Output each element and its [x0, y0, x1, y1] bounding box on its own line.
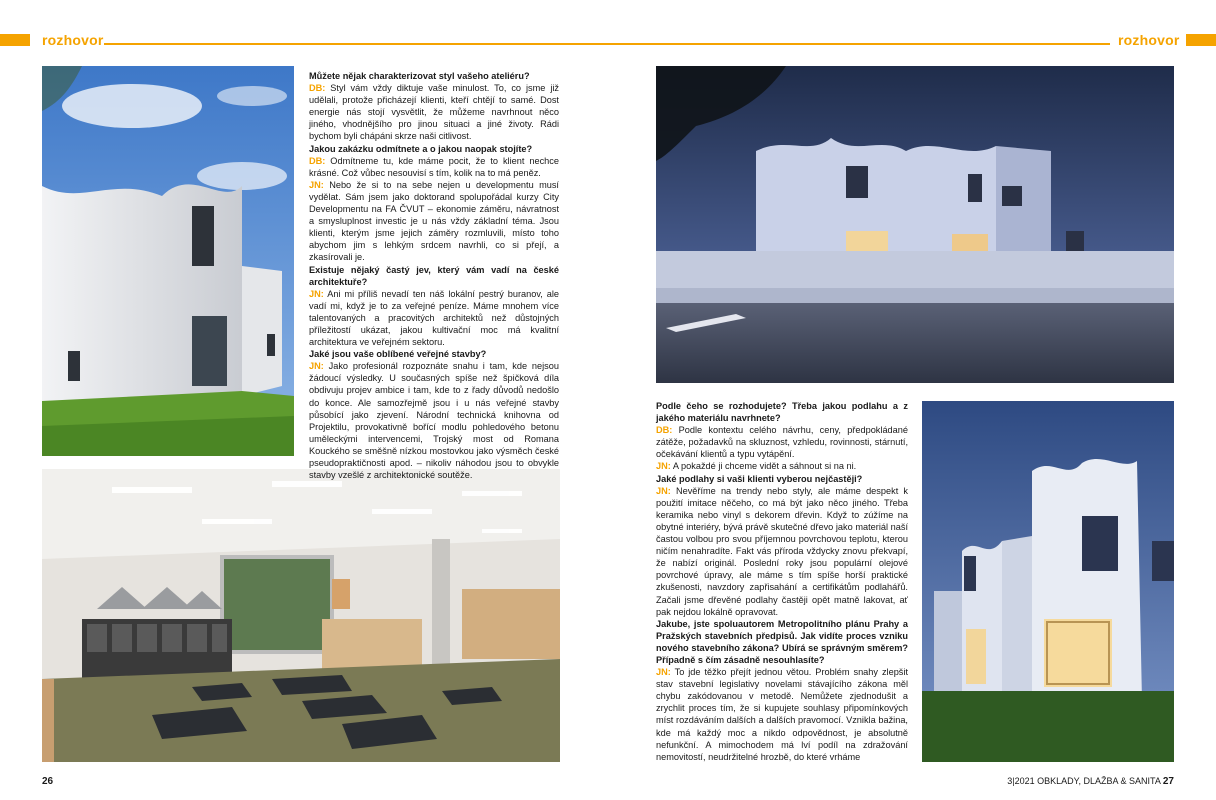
header-accent-block-right — [1186, 34, 1216, 46]
qa-block-7 — [656, 618, 908, 763]
house-dusk-illustration — [656, 66, 1174, 383]
answer-text: To jde těžko přejít jednou větou. Problém snahy zlepšit stav stavební legislativy novelami stávajícího zákona měl chybu zakódovanou v metodě. Nemůžete zjednodušit a zrychlit proces tím, že si kupujete souhlasy připomínkových míst rozdáváním dalších a dalších pravomocí. Vznikla bažina, kde má každý moc a nikdo odpovědnost, je absolutně nefunkční. A mimochodem má lví podíl na zdražování nemovitostí, neudržitelné hrozbě, do které vrháme — [656, 667, 908, 762]
speaker-initials: JN: — [656, 485, 671, 496]
question: Jakou zakázku odmítnete a o jakou naopak stojíte? — [309, 143, 533, 154]
answer-text: Jako profesionál rozpoznáte snahu i tam, kde nejsou žádoucí výsledky. U současných spíše než špičková díla obdivuju projev ambice i tam, kde to z řady důvodů nedošlo do konce. Ale samozřejmě jsou i u nás veřejné stavby působící jako zjevení. Národní technická knihovna od Projektilu, provokativně bořící modlu pohledového betonu uměleckými intervencemi, Trojský most od Romana Kouckého se směšně nízkou mostovkou jako výsměch české pseudopraktičnosti apod. – nikoliv náhodou jsou to obvykle stavby vzešlé z architektonické soutěže. — [309, 361, 559, 481]
photo-interior-classroom — [42, 469, 560, 762]
photo-house-dusk — [656, 66, 1174, 383]
footer-right — [1007, 776, 1174, 787]
qa-block-4 — [309, 348, 559, 481]
question: Podle čeho se rozhodujete? Třeba jakou podlahu a z jakého materiálu navrhnete? — [656, 401, 908, 424]
qa-block-3 — [309, 264, 559, 349]
interview-column-right — [656, 400, 908, 763]
speaker-initials: JN: — [309, 361, 324, 372]
answer-text: Ani mi příliš nevadí ten náš lokální pestrý buranov, ale vadí mi, když je to za veřejné peníze. Máme mnohem více talentovaných a pracovitých architektů než důstojných příležitostí ukázat, jakou kultivační moc má kvalitní architektura ve veřejném sektoru. — [309, 288, 559, 348]
question: Jaké podlahy si vaši klienti vyberou nejčastěji? — [656, 473, 863, 484]
speaker-initials: DB: — [309, 83, 326, 94]
header-rule — [104, 43, 1110, 45]
speaker-initials: JN: — [656, 667, 671, 678]
answer — [309, 179, 559, 264]
qa-block-5 — [656, 400, 908, 473]
photo-house-tower-dusk — [922, 401, 1174, 762]
header-accent-block-left — [0, 34, 30, 46]
answer-text: Styl vám vždy diktuje vaše minulost. To, co jsme již udělali, protože přicházejí klienti, kteří chtějí to samé. Dost energie nás stojí vysvětlit, že můžeme navrhnout něco jiného, vhodnějšího pro jinou situaci a jiné životy. Rádi bychom byli chápáni skrze naši citlivost. — [309, 83, 559, 142]
answer-text: Nebo že si to na sebe nejen u developmentu musí vydělat. Sám jsem jako doktorand spolupořádal kurzy City Developmentu na FA ČVUT – ekonomie záměru, návratnost a smysluplnost investic je u nás vždy základní téma. Jsou klienti, kterým jsme jejich záměry rozmluvili, místo toho abychom jim s lehkým srdcem navrhli, co si přejí, a zkasírovali je. — [309, 179, 559, 263]
question: Jakube, jste spoluautorem Metropolitního plánu Prahy a Pražských stavebních předpisů. Jak vidíte proces vzniku nového stavebního zákona? Ubírá se správným směrem? Případně s čím zásadně nesouhlasíte? — [656, 618, 908, 665]
speaker-initials: DB: — [656, 425, 673, 436]
answer — [309, 360, 559, 481]
issue-label: 3|2021 OBKLADY, DLAŽBA & SANITA — [1007, 776, 1161, 786]
answer-text: A pokaždé ji chceme vidět a sáhnout si na ni. — [670, 461, 857, 472]
speaker-initials: JN: — [309, 179, 324, 190]
speaker-initials: JN: — [656, 461, 671, 472]
question: Jaké jsou vaše oblíbené veřejné stavby? — [309, 349, 487, 360]
answer-text: Podle kontextu celého návrhu, ceny, předpokládané zátěže, požadavků na skluznost, vzhledu, rovinnosti, stárnutí, očekávání klientů a typu vytápění. — [656, 425, 908, 460]
question: Můžete nějak charakterizovat styl vašeho ateliéru? — [309, 71, 530, 81]
answer-text: Nevěříme na trendy nebo styly, ale máme despekt k použití imitace něčeho, co má být jako něco jiného. Třeba keramika nebo vinyl s dekorem dřevin. Když to zúžíme na obytné interiéry, bývá právě skutečné dřevo jako materiál naší častou volbou pro svou příjemnou povrchovou teplotu, kterou ničím nenahradíte. Fakt vás příroda vždycky znovu překvapí, že nabízí originál. Poslední roky jsou populární olejové povrchové úpravy, ale máme s tím spíše horší praktické zkušenosti, navzdory zapřisahání a certifikátům podlahářů. Začali jsme dřevěné podlahy častěji opět matně lakovat, ať pak nejdou lokálně opravovat. — [656, 485, 908, 617]
answer — [656, 424, 908, 460]
answer — [309, 155, 559, 179]
answer — [656, 485, 908, 618]
house-tower-illustration — [922, 401, 1174, 762]
photo-white-house-daylight — [42, 66, 294, 456]
qa-block-6 — [656, 473, 908, 618]
question: Existuje nějaký častý jev, který vám vadí na české architektuře? — [309, 264, 559, 287]
speaker-initials: JN: — [309, 288, 324, 299]
answer — [656, 460, 908, 472]
answer-text: Odmítneme tu, kde máme pocit, že to klient nechce krásné. Což vůbec nesouvisí s tím, kolik na to má peněz. — [309, 155, 559, 178]
section-label-left: rozhovor — [42, 32, 104, 48]
answer — [309, 288, 559, 348]
answer — [656, 666, 908, 763]
page-number-left: 26 — [42, 776, 54, 787]
interview-column-left — [309, 70, 559, 481]
section-label-right: rozhovor — [1118, 32, 1180, 48]
interior-illustration — [42, 469, 560, 762]
qa-block-1 — [309, 70, 559, 143]
page-number-right: 27 — [1162, 776, 1174, 787]
qa-block-2 — [309, 143, 559, 264]
house-daylight-illustration — [42, 66, 294, 456]
speaker-initials: DB: — [309, 155, 326, 166]
answer — [309, 82, 559, 142]
